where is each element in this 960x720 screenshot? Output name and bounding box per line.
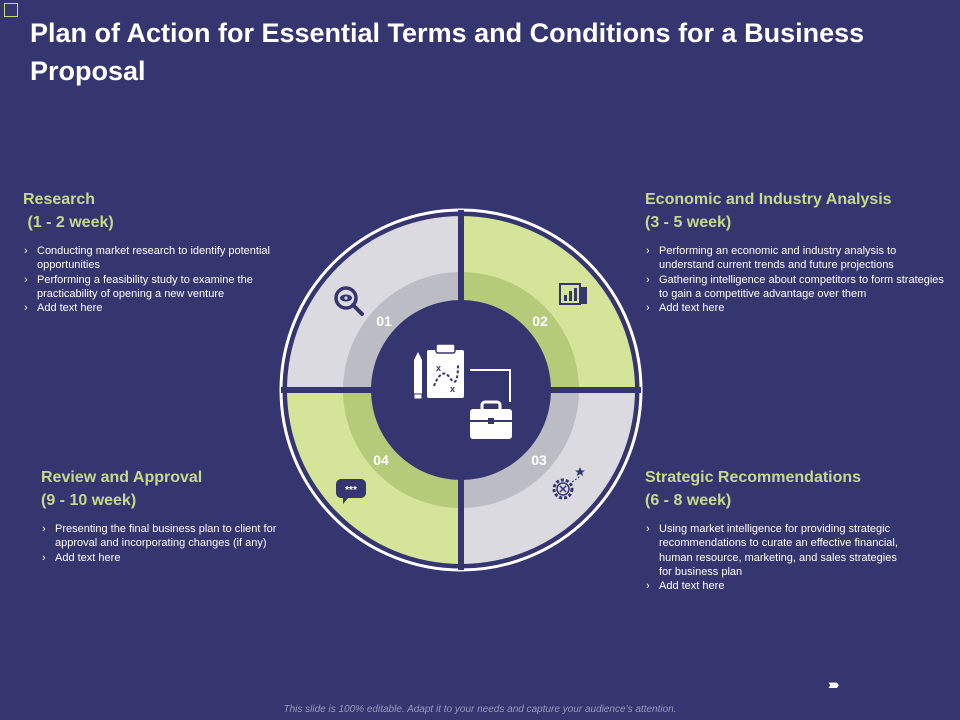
list-item: › Performing an economic and industry analysis to understand current trends and future projections bbox=[645, 244, 945, 273]
section-heading: Strategic Recommendations bbox=[645, 469, 862, 486]
list-item: › Add text here bbox=[645, 579, 900, 593]
svg-text:x: x bbox=[450, 384, 456, 394]
list-item: › Performing a feasibility study to examine the practicability of opening a new venture bbox=[23, 273, 273, 302]
section-heading: Economic and Industry Analysis bbox=[645, 191, 892, 208]
page-title: Plan of Action for Essential Terms and Conditions for a Business Proposal bbox=[30, 18, 865, 86]
svg-text:***: *** bbox=[345, 485, 357, 496]
step-number-04: 04 bbox=[373, 452, 389, 468]
section-duration: (9 - 10 week) bbox=[41, 492, 137, 509]
section-duration: (3 - 5 week) bbox=[645, 214, 732, 231]
step-number-01: 01 bbox=[376, 313, 392, 329]
list-item: › Presenting the final business plan to client for approval and incorporating changes (if any) bbox=[41, 522, 303, 551]
step-number-03: 03 bbox=[531, 452, 547, 468]
next-chevrons-icon: ››››› bbox=[828, 676, 837, 692]
section-heading: Research bbox=[23, 191, 96, 208]
svg-text:x: x bbox=[436, 363, 442, 373]
footnote: This slide is 100% editable. Adapt it to your needs and capture your audience’s attention. bbox=[283, 704, 677, 715]
section-duration: (6 - 8 week) bbox=[645, 492, 732, 509]
section-heading: Review and Approval bbox=[41, 469, 203, 486]
section-duration: (1 - 2 week) bbox=[23, 214, 114, 231]
list-item: › Add text here bbox=[645, 301, 945, 315]
list-item: › Gathering intelligence about competitors to form strategies to gain a competitive advantage over them bbox=[645, 273, 945, 302]
list-item: › Conducting market research to identify potential opportunities bbox=[23, 244, 273, 273]
list-item: › Add text here bbox=[41, 551, 303, 565]
list-item: › Using market intelligence for providing strategic recommendations to curate an effective financial, human resource, marketing, and sales strategies for business plan bbox=[645, 522, 900, 579]
step-number-02: 02 bbox=[532, 313, 548, 329]
list-item: › Add text here bbox=[23, 301, 273, 315]
